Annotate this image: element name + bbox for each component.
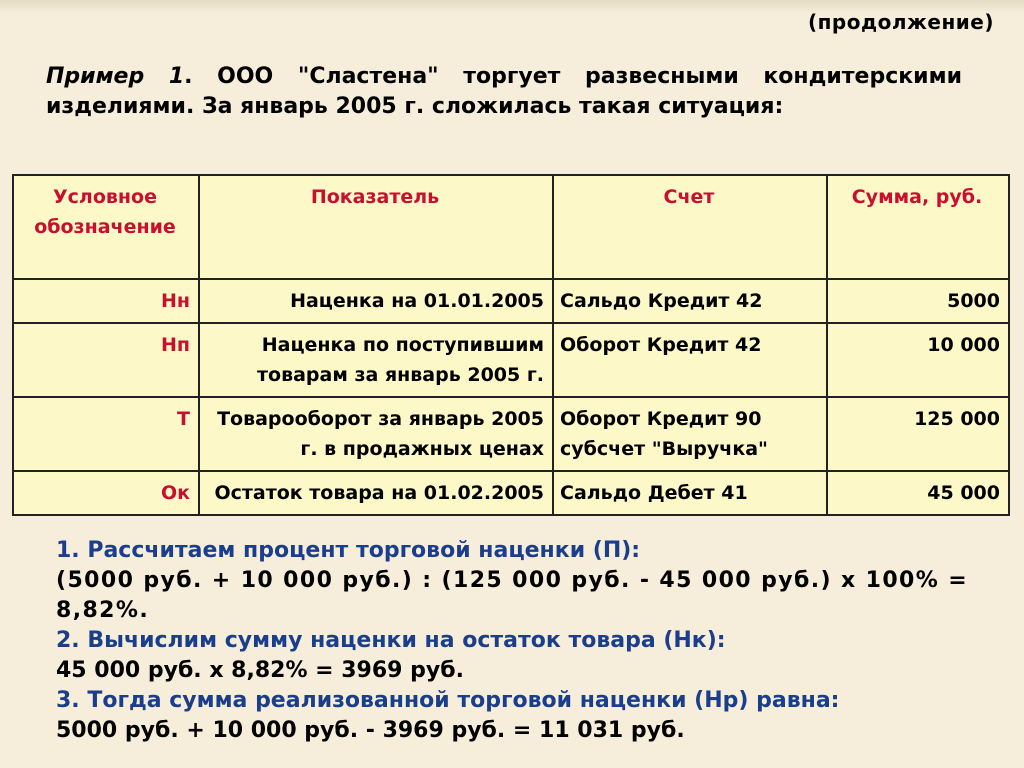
header-amount: Сумма, руб. (827, 175, 1009, 279)
row-amount: 45 000 (827, 471, 1009, 515)
row-account: Сальдо Кредит 42 (553, 279, 827, 323)
row-code: Нп (13, 323, 199, 397)
example-label: Пример 1 (46, 64, 185, 89)
continuation-label: (продолжение) (807, 10, 994, 34)
row-indicator: Наценка на 01.01.2005 (199, 279, 553, 323)
header-indicator: Показатель (199, 175, 553, 279)
header-code: Условное обозначение (13, 175, 199, 279)
row-amount: 10 000 (827, 323, 1009, 397)
table-row (13, 471, 1009, 515)
step3-formula: 5000 руб. + 10 000 руб. - 3969 руб. = 11 031 руб. (56, 718, 685, 743)
example-intro (46, 62, 962, 122)
step2-title: 2. Вычислим сумму наценки на остаток товара (Нк): (56, 628, 726, 653)
row-code: Т (13, 397, 199, 471)
step2-formula: 45 000 руб. x 8,82% = 3969 руб. (56, 658, 464, 683)
row-account: Оборот Кредит 42 (553, 323, 827, 397)
calculation-block (56, 536, 986, 746)
table-row (13, 279, 1009, 323)
example-text: ООО "Сластена" торгует развесными кондитерскими изделиями. За январь 2005 г. сложилась такая ситуация: (46, 64, 962, 119)
header-account: Счет (553, 175, 827, 279)
example-label-punct: . (184, 64, 193, 89)
row-code: Ок (13, 471, 199, 515)
step3-title: 3. Тогда сумма реализованной торговой наценки (Нр) равна: (56, 688, 840, 713)
row-indicator: Остаток товара на 01.02.2005 (199, 471, 553, 515)
table-row (13, 397, 1009, 471)
step1-formula: (5000 руб. + 10 000 руб.) : (125 000 руб. - 45 000 руб.) x 100% = 8,82%. (56, 568, 969, 623)
row-indicator: Товарооборот за январь 2005 г. в продажных ценах (199, 397, 553, 471)
row-code: Нн (13, 279, 199, 323)
row-indicator: Наценка по поступившим товарам за январь 2005 г. (199, 323, 553, 397)
table-header-row (13, 175, 1009, 279)
data-table (12, 174, 1010, 516)
step1-title: 1. Рассчитаем процент торговой наценки (П): (56, 538, 641, 563)
row-amount: 125 000 (827, 397, 1009, 471)
row-account: Сальдо Дебет 41 (553, 471, 827, 515)
table-row (13, 323, 1009, 397)
row-account: Оборот Кредит 90 субсчет "Выручка" (553, 397, 827, 471)
row-amount: 5000 (827, 279, 1009, 323)
